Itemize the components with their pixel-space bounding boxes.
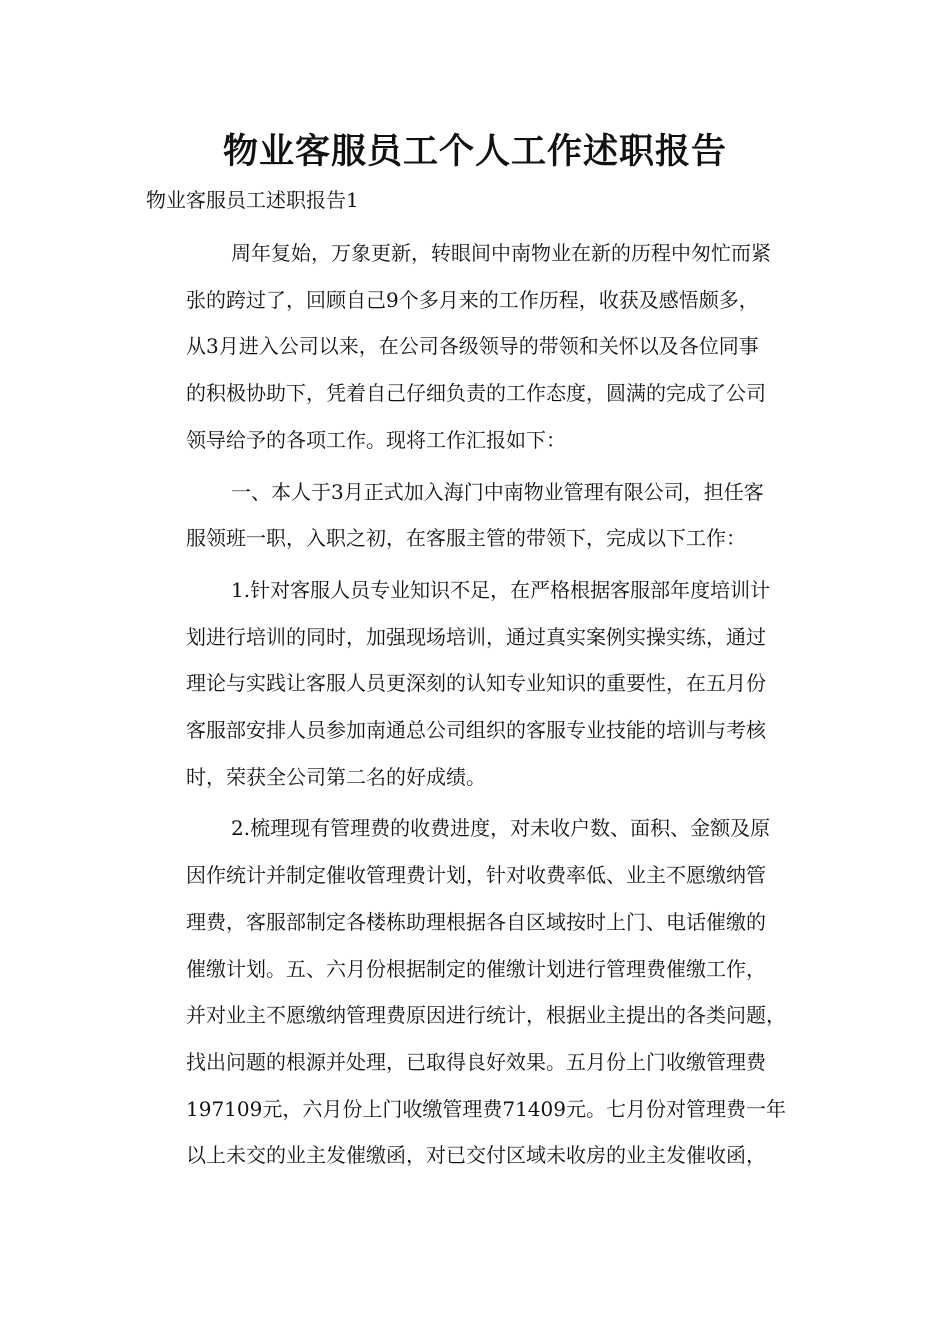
text-line: 理论与实践让客服人员更深刻的认知专业知识的重要性，在五月份 <box>186 671 766 696</box>
text-line: 以上未交的业主发催缴函，对已交付区域未收房的业主发催收函， <box>186 1143 766 1168</box>
text-line: 时，荣获全公司第二名的好成绩。 <box>186 764 486 789</box>
text-line: 张的跨过了，回顾自己9个多月来的工作历程，收获及感悟颇多， <box>186 287 759 312</box>
text-line: 因作统计并制定催收管理费计划，针对收费率低、业主不愿缴纳管 <box>186 863 766 888</box>
document-title: 物业客服员工个人工作述职报告 <box>222 132 727 172</box>
document-subtitle: 物业客服员工述职报告1 <box>146 188 359 212</box>
text-line: 划进行培训的同时，加强现场培训，通过真实案例实操实练，通过 <box>186 624 766 649</box>
text-line: 一、本人于3月正式加入海门中南物业管理有限公司，担任客 <box>231 479 764 504</box>
text-line: 2.梳理现有管理费的收费进度，对未收户数、面积、金额及原 <box>231 816 771 841</box>
text-line: 的积极协助下，凭着自己仔细负责的工作态度，圆满的完成了公司 <box>186 381 766 406</box>
text-line: 周年复始，万象更新，转眼间中南物业在新的历程中匆忙而紧 <box>231 241 771 265</box>
text-line: 理费，客服部制定各楼栋助理根据各自区域按时上门、电话催缴的 <box>186 909 766 934</box>
text-line: 客服部安排人员参加南通总公司组织的客服专业技能的培训与考核 <box>186 718 766 743</box>
paragraph-item-1 <box>146 567 816 801</box>
text-line: 从3月进入公司以来，在公司各级领导的带领和关怀以及各位同事 <box>186 334 759 359</box>
text-line: 领导给予的各项工作。现将工作汇报如下： <box>186 427 566 452</box>
document-body <box>146 230 816 1184</box>
paragraph-section-one <box>146 469 816 562</box>
text-line: 服领班一职，入职之初，在客服主管的带领下，完成以下工作： <box>186 526 746 551</box>
paragraph-intro <box>146 230 816 464</box>
text-line: 197109元，六月份上门收缴管理费71409元。七月份对管理费一年 <box>186 1096 786 1121</box>
paragraph-item-2 <box>146 805 816 1179</box>
text-line: 并对业主不愿缴纳管理费原因进行统计，根据业主提出的各类问题， <box>186 1003 786 1028</box>
text-line: 找出问题的根源并处理，已取得良好效果。五月份上门收缴管理费 <box>186 1049 766 1074</box>
text-line: 1.针对客服人员专业知识不足，在严格根据客服部年度培训计 <box>231 577 771 602</box>
text-line: 催缴计划。五、六月份根据制定的催缴计划进行管理费催缴工作， <box>186 956 766 981</box>
